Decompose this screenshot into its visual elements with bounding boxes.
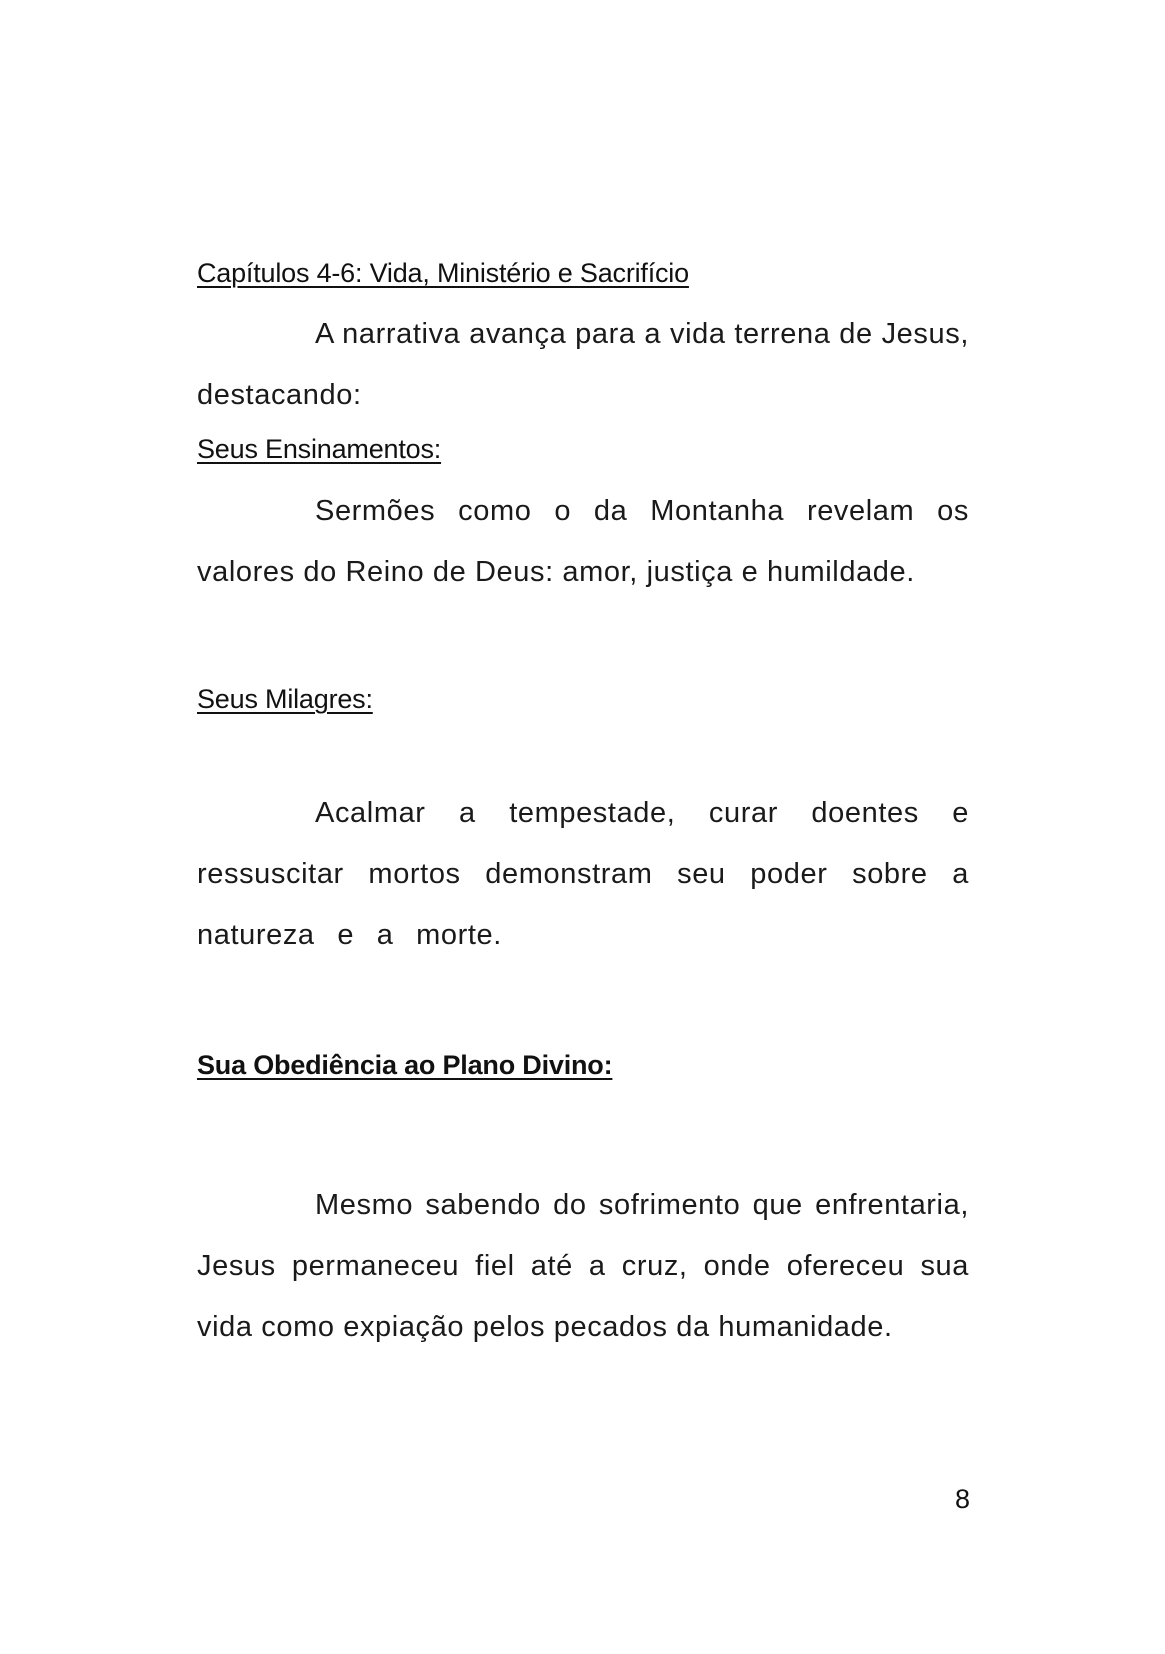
teachings-heading: Seus Ensinamentos: — [197, 434, 442, 464]
obedience-paragraph: Mesmo sabendo do sofrimento que enfrentaria, Jesus permaneceu fiel até a cruz, onde ofereceu sua vida como expiação pelos pecados da humanidade. — [197, 1189, 969, 1343]
section-heading: Capítulos 4-6: Vida, Ministério e Sacrifício — [197, 258, 689, 288]
teachings-paragraph: Sermões como o da Montanha revelam os valores do Reino de Deus: amor, justiça e humildade. — [197, 495, 969, 588]
miracles-heading: Seus Milagres: — [197, 684, 373, 714]
intro-paragraph: A narrativa avança para a vida terrena de Jesus, destacando: — [197, 318, 969, 411]
page-number: 8 — [954, 1484, 970, 1514]
obedience-heading: Sua Obediência ao Plano Divino: — [197, 1050, 613, 1080]
miracles-paragraph: Acalmar a tempestade, curar doentes e ressuscitar mortos demonstram seu poder sobre a natureza e a morte. — [197, 797, 969, 951]
